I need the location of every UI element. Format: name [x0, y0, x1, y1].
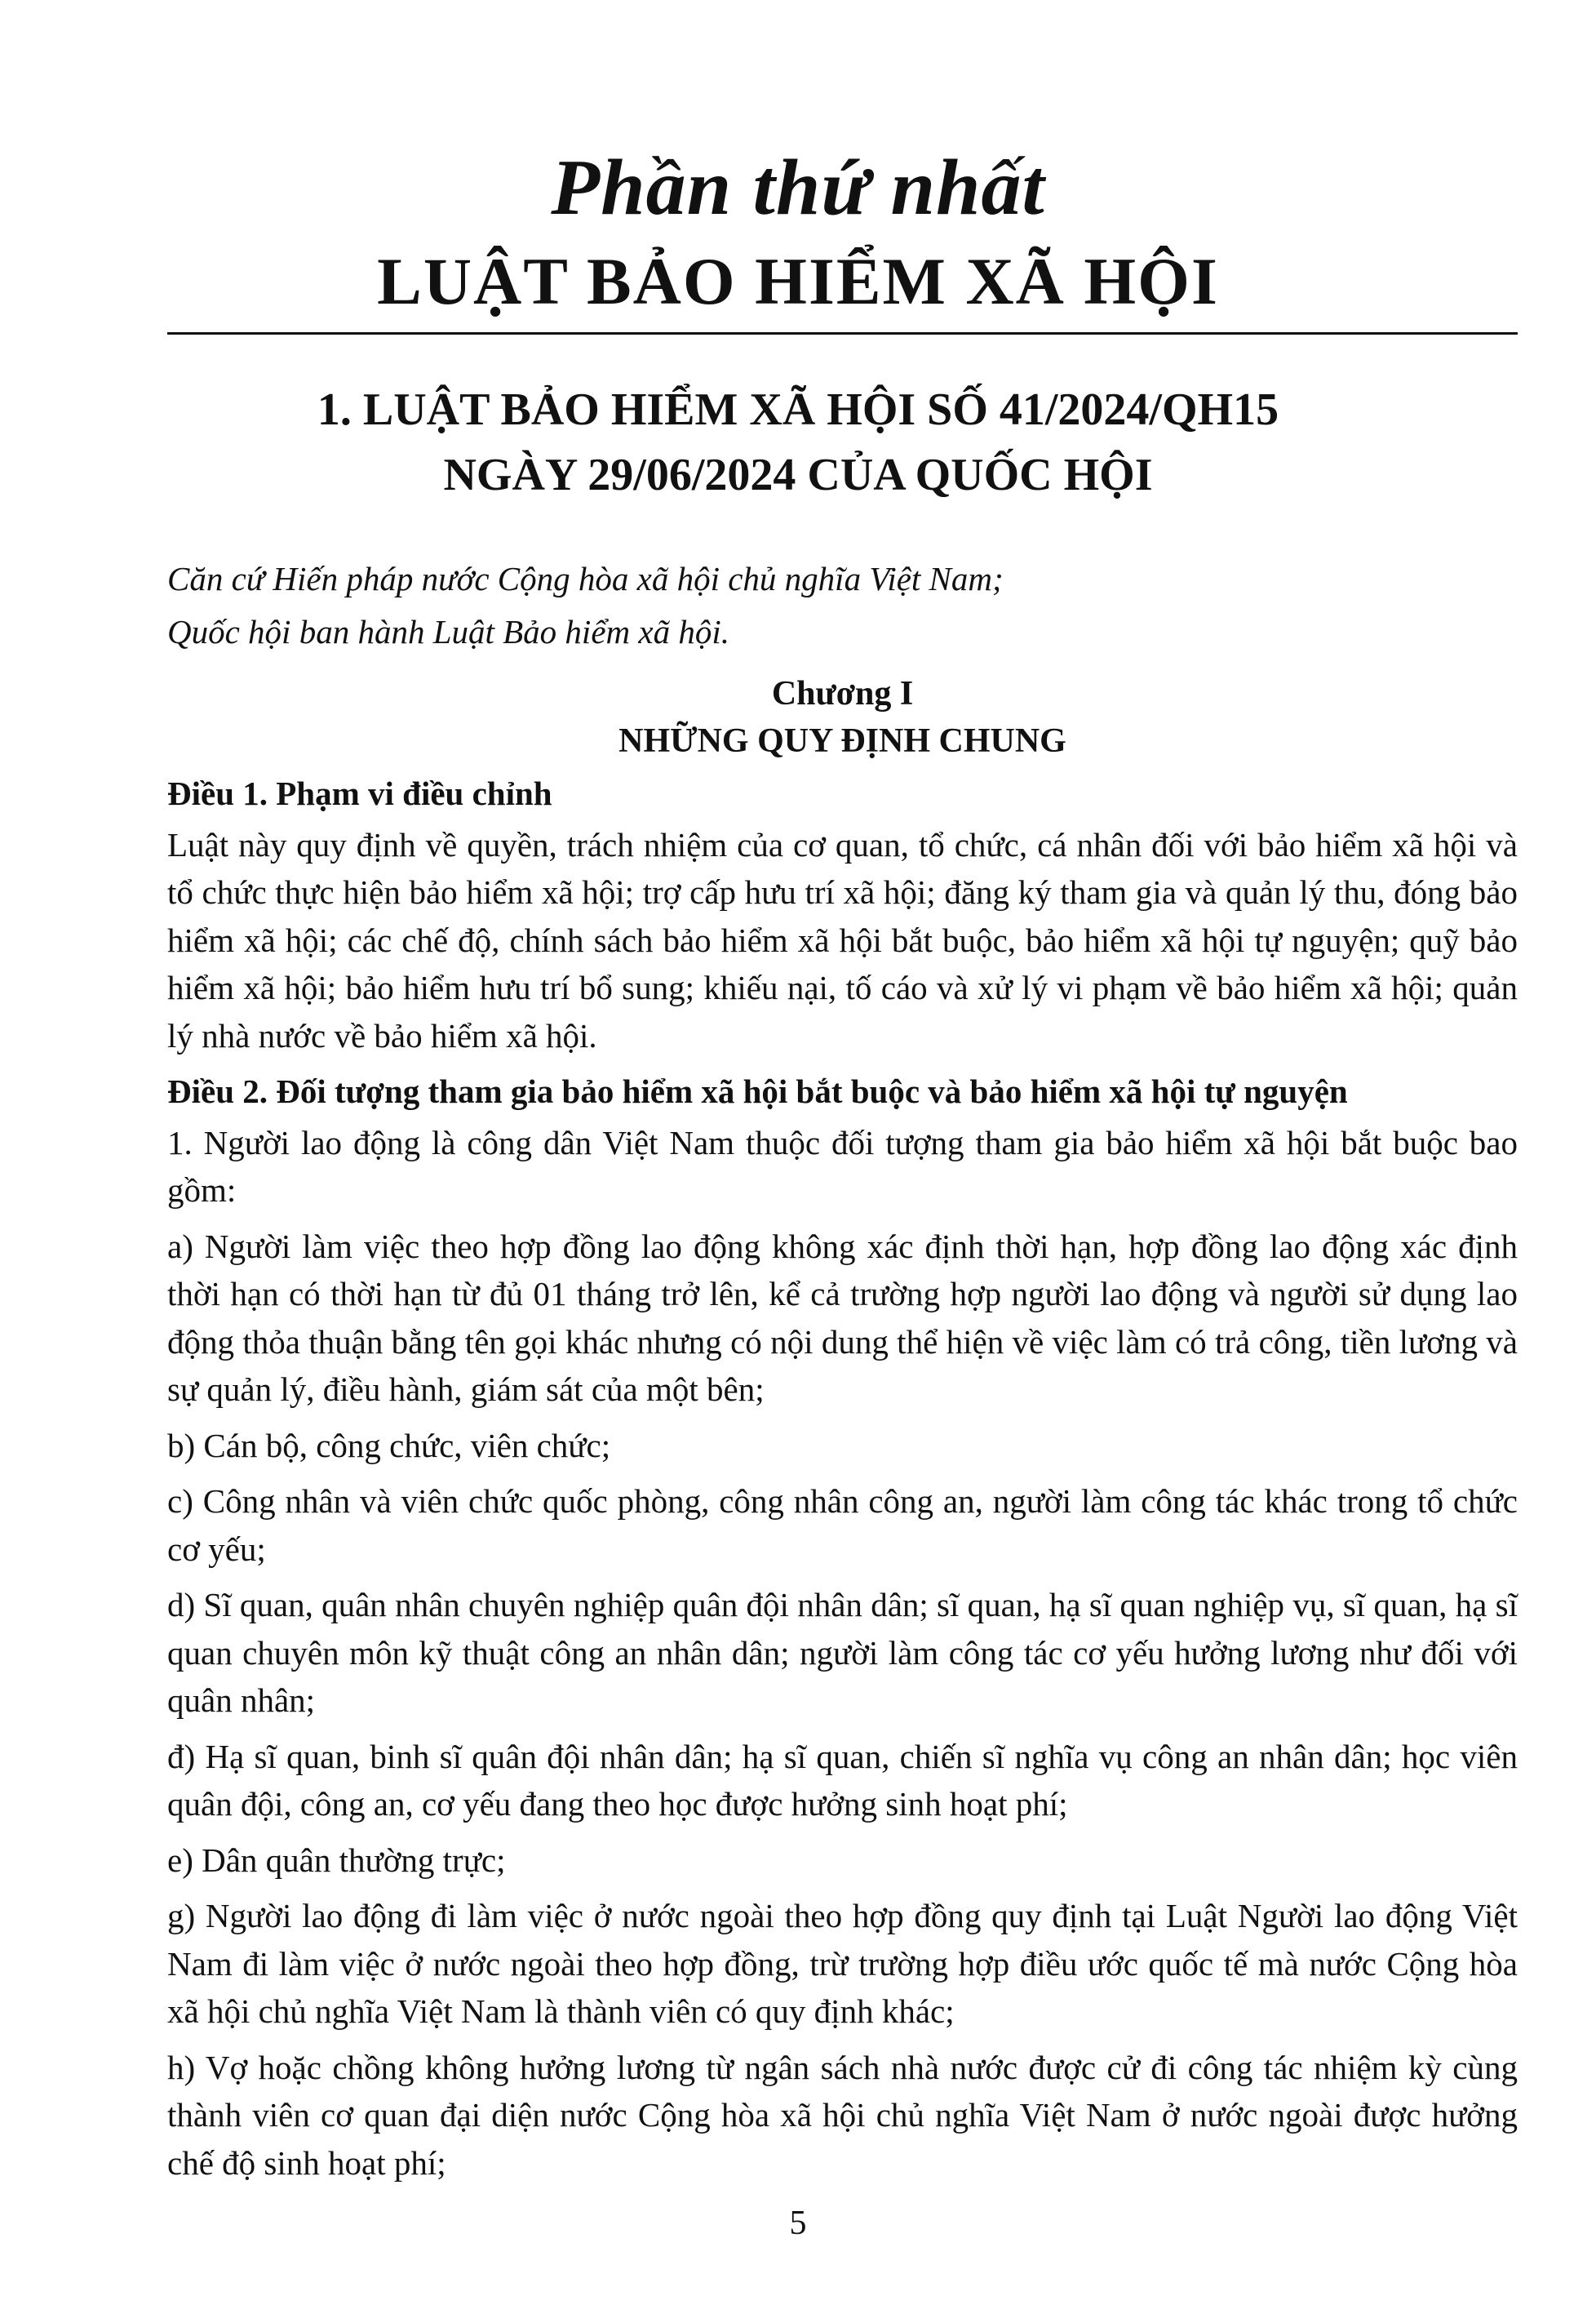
- article-2-item: d) Sĩ quan, quân nhân chuyên nghiệp quân đội nhân dân; sĩ quan, hạ sĩ quan nghiệp vụ, sĩ quan, hạ sĩ quan chuyên môn kỹ thuật công an nhân dân; người làm công tác cơ yếu hưởng lương như đối với quân nhân;: [167, 1586, 1518, 1719]
- part-title: Phần thứ nhất: [551, 144, 1045, 232]
- document-title-line-2: NGÀY 29/06/2024 CỦA QUỐC HỘI: [443, 450, 1153, 500]
- document-title-line-1: 1. LUẬT BẢO HIỂM XÃ HỘI SỐ 41/2024/QH15: [317, 384, 1279, 435]
- article-2-item: đ) Hạ sĩ quan, binh sĩ quân đội nhân dân; hạ sĩ quan, chiến sĩ nghĩa vụ công an nhân dân; học viên quân đội, công an, cơ yếu đang theo học được hưởng sinh hoạt phí;: [167, 1737, 1518, 1823]
- title-underline: [167, 332, 1518, 335]
- law-title: LUẬT BẢO HIỂM XÃ HỘI: [377, 244, 1219, 318]
- article-2-item: h) Vợ hoặc chồng không hưởng lương từ ngân sách nhà nước được cử đi công tác nhiệm kỳ cùng thành viên cơ quan đại diện nước Cộng hòa xã hội chủ nghĩa Việt Nam ở nước ngoài được hưởng chế độ sinh hoạt phí;: [167, 2048, 1518, 2182]
- document-body: [167, 555, 1518, 2195]
- preamble-line: Căn cứ Hiến pháp nước Cộng hòa xã hội chủ nghĩa Việt Nam;: [167, 560, 1004, 597]
- page-number: 5: [789, 2205, 807, 2242]
- preamble: [167, 555, 1518, 655]
- article-2-item: g) Người lao động đi làm việc ở nước ngoài theo hợp đồng quy định tại Luật Người lao động Việt Nam đi làm việc ở nước ngoài theo hợp đồng, trừ trường hợp điều ước quốc tế mà nước Cộng hòa xã hội chủ nghĩa Việt Nam là thành viên có quy định khác;: [167, 1897, 1518, 2030]
- article-2-item: a) Người làm việc theo hợp đồng lao động không xác định thời hạn, hợp đồng lao động xác định thời hạn có thời hạn từ đủ 01 tháng trở lên, kể cả trường hợp người lao động và người sử dụng lao động thỏa thuận bằng tên gọi khác nhưng có nội dung thể hiện về việc làm có trả công, tiền lương và sự quản lý, điều hành, giám sát của một bên;: [167, 1227, 1518, 1408]
- article-2-heading: Điều 2. Đối tượng tham gia bảo hiểm xã hội bắt buộc và bảo hiểm xã hội tự nguyện: [167, 1072, 1348, 1110]
- preamble-line: Quốc hội ban hành Luật Bảo hiểm xã hội.: [167, 612, 729, 651]
- article-2-item: c) Công nhân và viên chức quốc phòng, công nhân công an, người làm công tác khác trong tổ chức cơ yếu;: [167, 1482, 1518, 1568]
- article-1-heading: Điều 1. Phạm vi điều chỉnh: [167, 775, 552, 812]
- article-2-item: e) Dân quân thường trực;: [167, 1841, 506, 1879]
- chapter-heading: [167, 670, 1518, 765]
- article-2-clause-1: 1. Người lao động là công dân Việt Nam thuộc đối tượng tham gia bảo hiểm xã hội bắt buộc bao gồm:: [167, 1123, 1518, 1209]
- article-2-item: b) Cán bộ, công chức, viên chức;: [167, 1426, 611, 1464]
- article-1-text: Luật này quy định về quyền, trách nhiệm của cơ quan, tổ chức, cá nhân đối với bảo hiểm xã hội và tổ chức thực hiện bảo hiểm xã hội; trợ cấp hưu trí xã hội; đăng ký tham gia và quản lý thu, đóng bảo hiểm xã hội; các chế độ, chính sách bảo hiểm xã hội bắt buộc, bảo hiểm xã hội tự nguyện; quỹ bảo hiểm xã hội; bảo hiểm hưu trí bổ sung; khiếu nại, tố cáo và xử lý vi phạm về bảo hiểm xã hội; quản lý nhà nước về bảo hiểm xã hội.: [167, 825, 1518, 1055]
- chapter-name: NHỮNG QUY ĐỊNH CHUNG: [618, 722, 1066, 760]
- chapter-number: Chương I: [771, 675, 914, 713]
- document-title: [0, 377, 1596, 508]
